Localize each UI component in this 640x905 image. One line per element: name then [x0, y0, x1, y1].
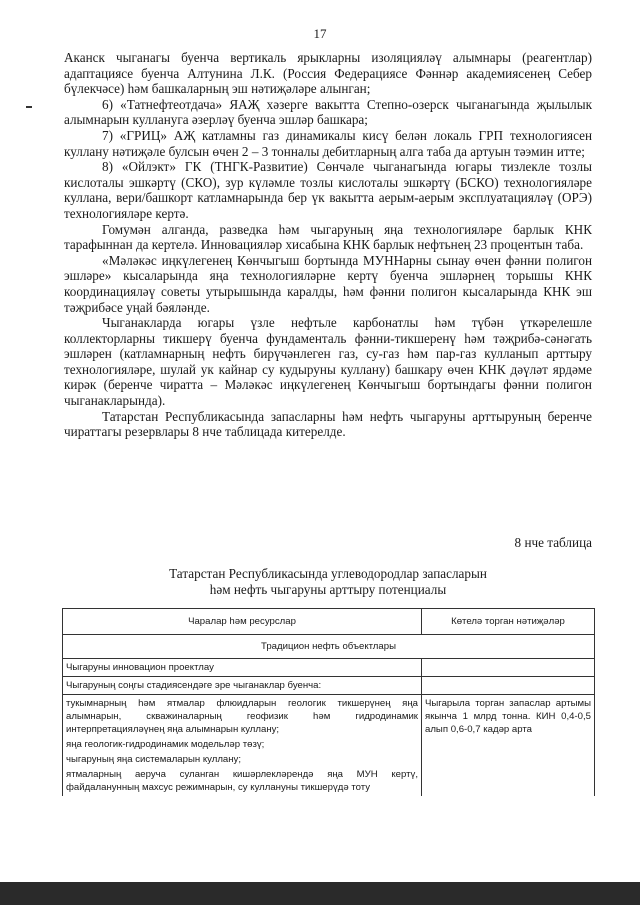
paragraph: 7) «ГРИЦ» АҖ катламны газ динамикалы кисү белән локаль ГРП технологиясен куллану нәтиҗәле булсын өчен 2 – 3 тонналы дебитларның алга таба да артуын тәэмин итте; [64, 127, 592, 159]
measure-item: тукымнарның һәм ятмалар флюидларын геологик тикшерүнең яңа алымнарын, скважиналарның геофизик һәм гидродинамик интерпретацияләүнең яңа алымнарын куллану; [66, 698, 418, 735]
table-cell-empty [422, 677, 595, 695]
table-row [63, 695, 595, 797]
table-label: 8 нче таблица [514, 535, 592, 550]
resources-table [62, 608, 595, 796]
table-title-line: Татарстан Республикасында углеводородлар запасларын [169, 566, 487, 581]
measure-item: ятмаларның аеруча суланган кишәрлекләрендә яңа МУН кертү, файдаланунның махсус режимнарын, су куллануны тикшерүдә тоту [66, 769, 418, 793]
table-cell: Чыгаруның соңгы стадиясендәге эре чыганаклар буенча: [63, 677, 422, 695]
section-title: Традицион нефть объектлары [63, 635, 595, 659]
body-text [64, 50, 592, 440]
scan-bottom-edge [0, 882, 640, 905]
paragraph: 6) «Татнефтеотдача» ЯАҖ хәзерге вакытта Степно-озерск чыганагында җылылык алымнарын куллануга әзерләү буенча эшләр башкара; [64, 96, 592, 128]
table-cell: Чыгаруны инновацион проектлау [63, 659, 422, 677]
paragraph: «Мәләкәс иңкүлегенең Көнчыгыш бортында МУННарны сынау өчен фәнни полигон эшләре» кысаларында яңа технологияләрне кертү буенча эшләрнең торышы КНК координацияләү советы утырышында каралды, һәм фәнни полигон кысаларында КНК эш тәҗрибәсе уңай бәяләнде. [64, 252, 592, 315]
paragraph: Татарстан Республикасында запасларны һәм нефть чыгаруны арттыруның беренче чираттагы резервлары 8 нче таблицада китерелде. [64, 408, 592, 440]
paragraph: Гомумән алганда, разведка һәм чыгаруның яңа технологияләре барлык КНК тарафыннан да кертелә. Инновацияләр хисабына КНК барлык нефтьнең 23 процентын таба. [64, 221, 592, 253]
table-cell-empty [422, 659, 595, 677]
paragraph: Чыганакларда югары үзле нефтьле карбонатлы һәм түбән үткәрелешле коллекторларны тикшерү буенча фундаменталь фәнни-тикшеренү һәм тәҗрибә-сәнәгать эшләрен (катламнарның нефть бирүчәнлеген газ, су-газ һәм пар-газ кулланып арттыру технологияләре, шулай ук кайнар су кудыруны куллану) башкару өчен КНК дәүләт ярдәме кирәк (беренче чиратта – Мәләкәс иңкүлегенең Көнчыгыш бортындагы фәнни полигон чыганакларында). [64, 315, 592, 409]
table-header-row [63, 609, 595, 635]
expected-result-cell: Чыгарыла торган запаслар артымы якынча 1 млрд тонна. КИН 0,4-0,5 алып 0,6-0,7 кадәр арта [422, 695, 595, 797]
paragraph: 8) «Ойлэкт» ГК (ТНГК-Развитие) Сөнчәле чыганагында югары тизлекле тозлы кислоталы эшкәртү (СКО), зур күләмле тозлы кислоталы эшкәртү (БСКО) технологияләре куллана, вери/башкорт катламнарында бер үк вакытта аерым-аерым эксплуатацияләү (ОРЭ) технологияләре кертә. [64, 159, 592, 221]
table-section-row [63, 635, 595, 659]
table-title [64, 566, 592, 598]
measure-item: яңа геологик-гидродинамик модельләр төзү; [66, 739, 265, 750]
measures-cell [63, 695, 422, 797]
paragraph: Аканск чыганагы буенча вертикаль ярыкларны изоляцияләү алымнары (реагентлар) адаптациясе буенча Алтунина Л.К. (Россия Федерациясе Фәннәр академиясенең Себер бүлекчәсе) һәм башкаларның эш нәтиҗәләре алынган; [64, 50, 592, 97]
column-header-results: Көтелә торган нәтиҗәләр [422, 609, 595, 635]
page-number: 17 [313, 26, 327, 41]
margin-dash-mark [26, 106, 32, 108]
measure-item: чыгаруның яңа системаларын куллану; [66, 754, 242, 765]
table-row [63, 659, 595, 677]
table-title-line: һәм нефть чыгаруны арттыру потенциалы [209, 582, 447, 597]
table-row [63, 677, 595, 695]
column-header-measures: Чаралар һәм ресурслар [63, 609, 422, 635]
